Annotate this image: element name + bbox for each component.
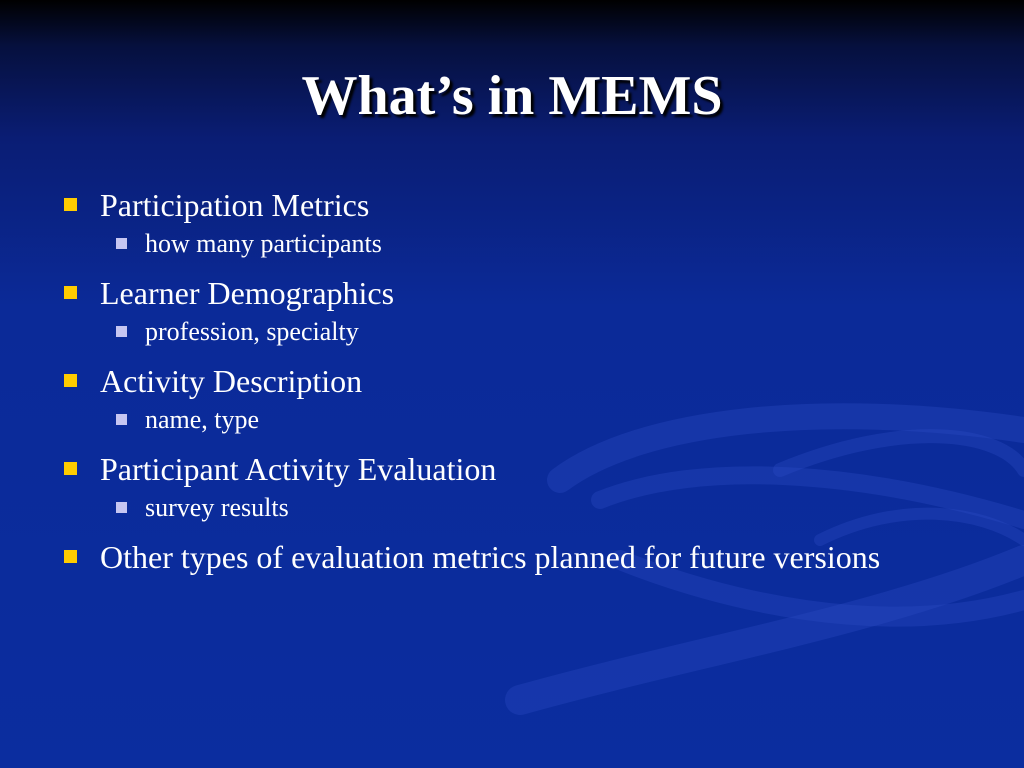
bullet-list [62,184,962,578]
square-bullet-icon [64,198,77,211]
bullet-item [62,448,962,490]
small-square-bullet-icon [116,414,127,425]
bullet-item [62,536,962,578]
bullet-text: Learner Demographics [100,275,395,311]
bullet-text: Activity Description [100,363,363,399]
sub-bullet-item [62,402,962,438]
small-square-bullet-icon [116,326,127,337]
square-bullet-icon [64,462,77,475]
square-bullet-icon [64,550,77,563]
sub-bullet-text: survey results [145,493,289,522]
bullet-text: Participation Metrics [100,187,370,223]
bullet-item [62,184,962,226]
bullet-text: Other types of evaluation metrics planned for future versions [100,539,881,575]
sub-bullet-text: how many participants [145,229,382,258]
bullet-text: Participant Activity Evaluation [100,451,497,487]
small-square-bullet-icon [116,238,127,249]
bullet-item [62,272,962,314]
slide-title: What’s in MEMS [301,65,723,127]
sub-bullet-text: profession, specialty [145,317,359,346]
sub-bullet-item [62,490,962,526]
sub-bullet-item [62,226,962,262]
small-square-bullet-icon [116,502,127,513]
square-bullet-icon [64,374,77,387]
square-bullet-icon [64,286,77,299]
sub-bullet-text: name, type [145,405,260,434]
bullet-item [62,360,962,402]
sub-bullet-item [62,314,962,350]
